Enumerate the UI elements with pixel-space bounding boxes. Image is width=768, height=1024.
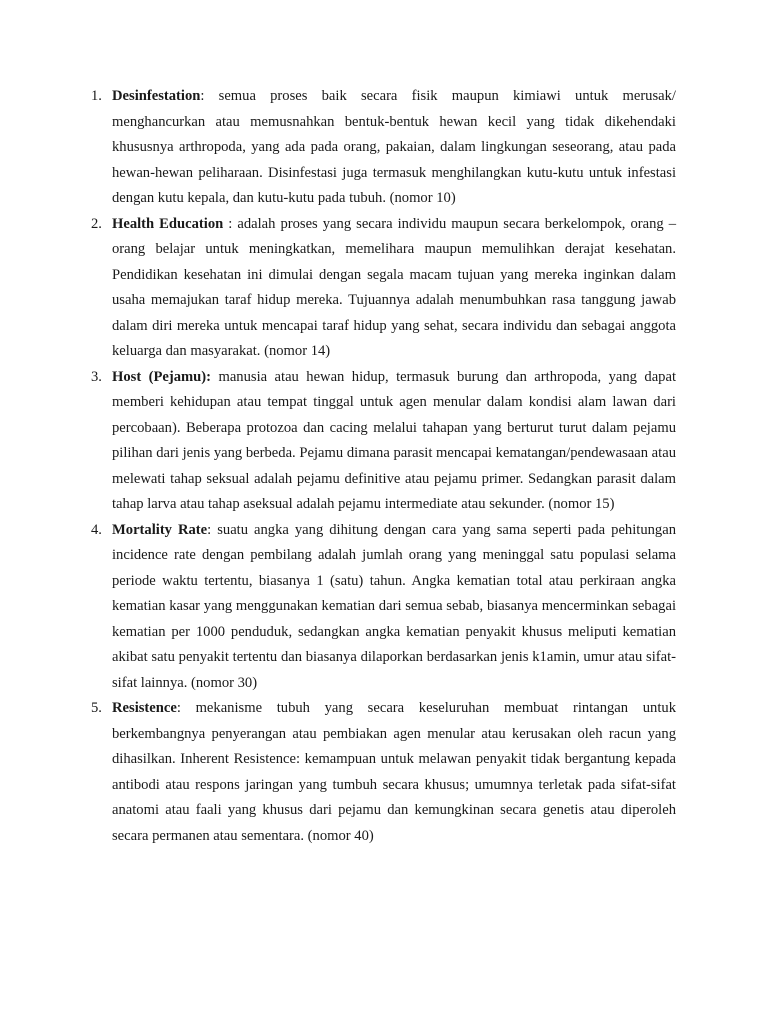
item-number: 2.: [91, 215, 102, 232]
term-label: Health Education: [112, 215, 224, 232]
term-separator: :: [207, 521, 218, 538]
definition-item-host: [88, 365, 676, 518]
definition-item-mortality-rate: [88, 518, 676, 697]
item-number: 3.: [91, 368, 102, 385]
term-separator: :: [200, 88, 219, 104]
term-label: Resistence: [112, 700, 177, 716]
term-label: Host (Pejamu):: [112, 368, 212, 385]
definition-text: suatu angka yang dihitung dengan cara yang sama seperti pada pehitungan incidence rate dengan pembilang adalah jumlah orang yang meninggal satu populasi selama periode waktu tertentu, biasanya 1 (satu) tahun. Angka kematian total atau perkiraan angka kematian kasar yang menggunakan kematian dari semua sebab, biasanya mencerminkan sebagai kematian per 1000 penduduk, sedangkan angka kematian penyakit khusus meliputi kematian akibat satu penyakit tertentu dan biasanya dilaporkan berdasarkan jenis k1amin, umur atau sifat-sifat lainnya. (nomor 30): [112, 521, 677, 691]
item-number: 5.: [91, 700, 102, 716]
term-separator: :: [223, 215, 238, 232]
term-separator: :: [176, 700, 196, 716]
definition-text: manusia atau hewan hidup, termasuk burung dan arthropoda, yang dapat memberi kehidupan atau tempat tinggal untuk agen menular dalam kondisi alam lawan dari percobaan). Beberapa protozoa dan cacing melalui tahapan yang berturut turut dalam pejamu pilihan dari jenis yang berbeda. Pejamu dimana parasit mencapai kematangan/pendewasaan atau melewati tahap seksual adalah pejamu definitive atau pejamu primer. Sedangkan parasit dalam tahap larva atau tahap aseksual adalah pejamu intermediate atau sekunder. (nomor 15): [112, 368, 676, 512]
item-number: 1.: [91, 88, 102, 104]
item-number: 4.: [91, 521, 102, 538]
definition-list: [88, 84, 676, 849]
definition-item-desinfestation: [88, 84, 676, 212]
definition-text: mekanisme tubuh yang secara keseluruhan membuat rintangan untuk berkembangnya penyerangan atau pembiakan agen menular atau kerusakan oleh racun yang dihasilkan. Inherent Resistence: kemampuan untuk melawan penyakit tidak bergantung kepada antibodi atau respons jaringan yang tumbuh secara khusus; umumnya terletak pada sifat-sifat anatomi atau faali yang khusus dari pejamu dan kemungkinan secara genetis atau diperoleh secara permanen atau sementara. (nomor 40): [112, 700, 677, 844]
term-label: Mortality Rate: [112, 521, 208, 538]
term-label: Desinfestation: [112, 88, 201, 104]
definition-item-resistence: [88, 696, 676, 849]
definition-text: semua proses baik secara fisik maupun kimiawi untuk merusak/ menghancurkan atau memusnahkan bentuk-bentuk hewan kecil yang tidak dikehendaki khususnya arthropoda, yang ada pada orang, pakaian, dalam lingkungan seseorang, atau pada hewan-hewan peliharaan. Disinfestasi juga termasuk menghilangkan kutu-kutu untuk infestasi dengan kutu kepala, dan kutu-kutu pada tubuh. (nomor 10): [112, 88, 676, 206]
definition-text: adalah proses yang secara individu maupun secara berkelompok, orang – orang belajar untuk meningkatkan, memelihara maupun memulihkan derajat kesehatan. Pendidikan kesehatan ini dimulai dengan segala macam tujuan yang mereka inginkan dalam usaha memajukan taraf hidup mereka. Tujuannya adalah menumbuhkan rasa tanggung jawab dalam diri mereka untuk mencapai taraf hidup yang sehat, secara individu dan sebagai anggota keluarga dan masyarakat. (nomor 14): [112, 215, 676, 359]
definition-item-health-education: [88, 212, 676, 365]
